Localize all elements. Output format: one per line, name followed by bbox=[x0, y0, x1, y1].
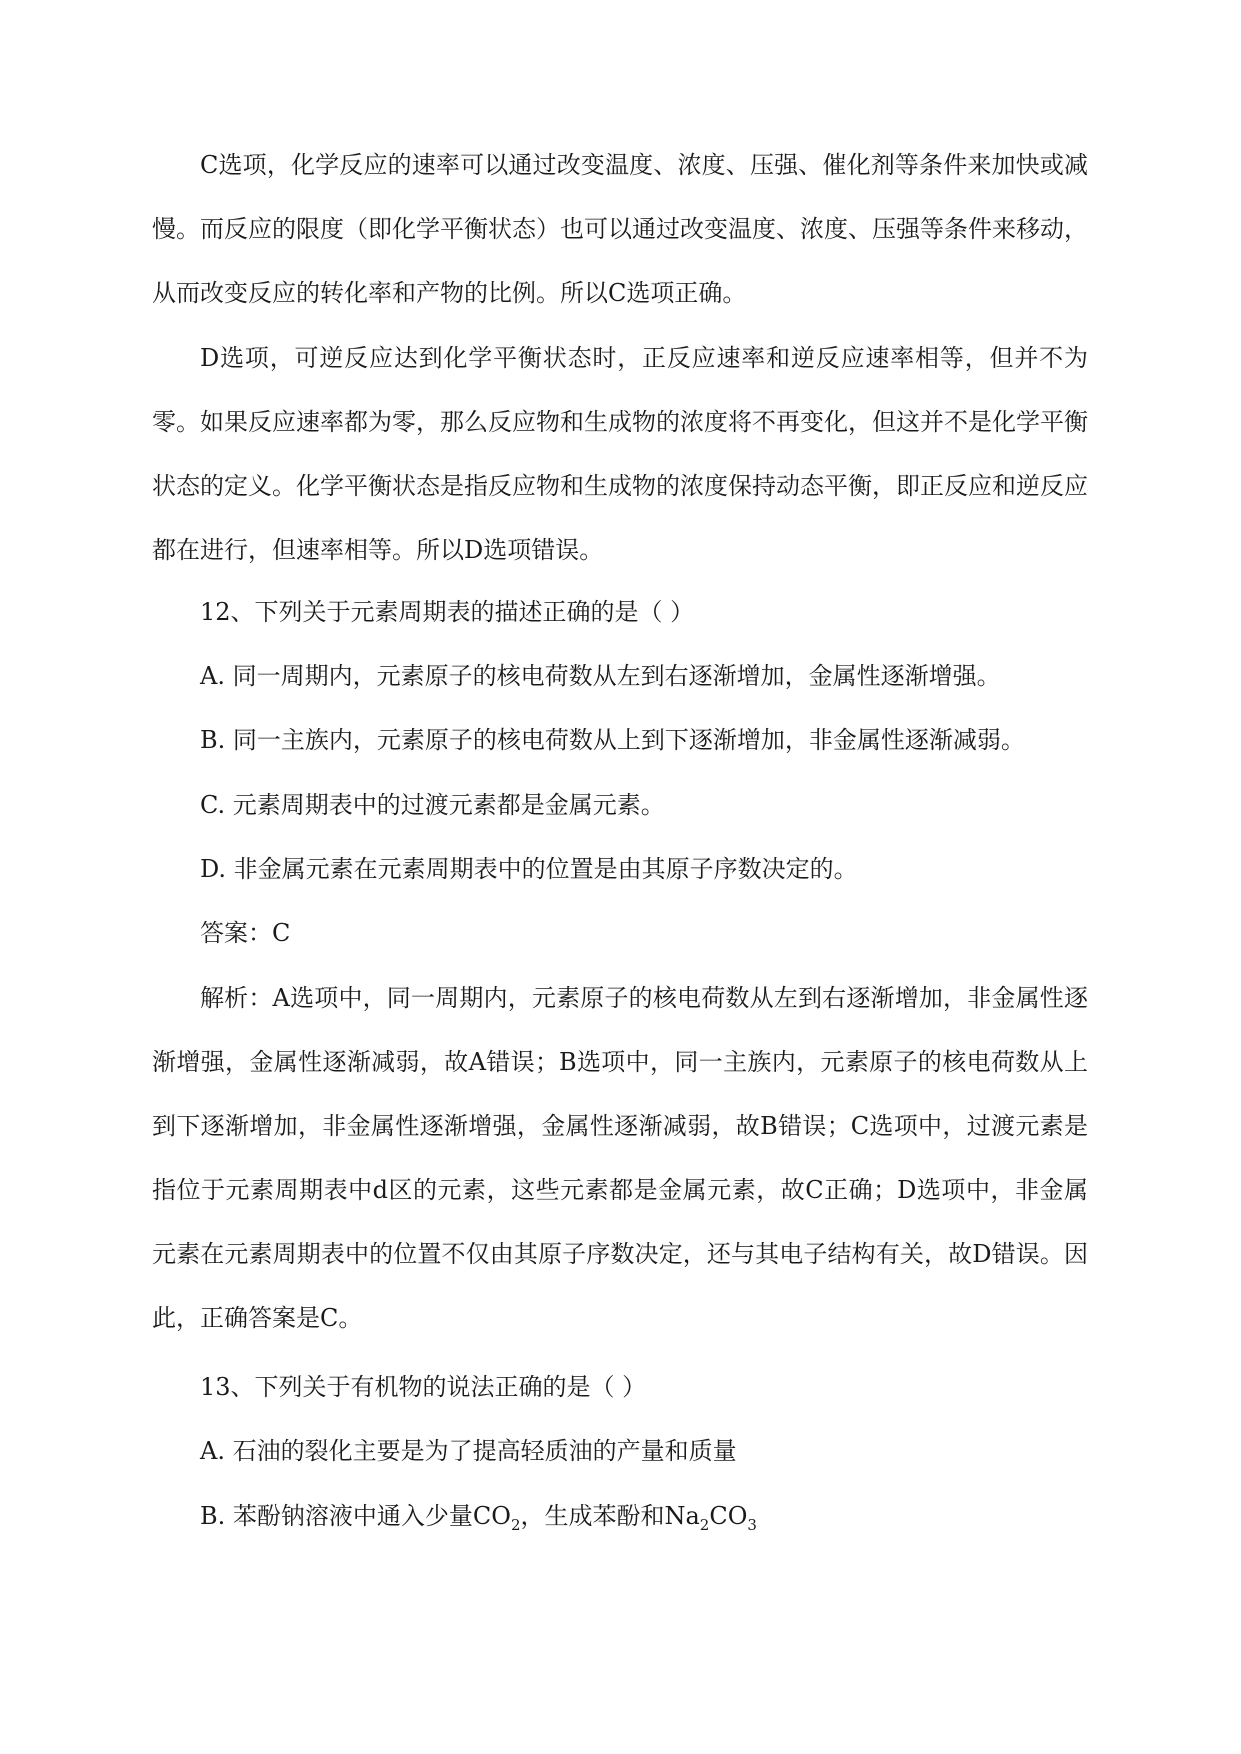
q12-option-d: D. 非金属元素在元素周期表中的位置是由其原子序数决定的。 bbox=[200, 855, 858, 883]
q12-option-a: A. 同一周期内，元素原子的核电荷数从左到右逐渐增加，金属性逐渐增强。 bbox=[200, 662, 1001, 690]
q13-option-b bbox=[200, 1484, 757, 1548]
q12-answer: 答案：C bbox=[200, 919, 291, 947]
d-option-explanation: D选项，可逆反应达到化学平衡状态时，正反应速率和逆反应速率相等，但并不为零。如果反应速率都为零，那么反应物和生成物的浓度将不再变化，但这并不是化学平衡状态的定义。化学平衡状态是指反应物和生成物的浓度保持动态平衡，即正反应和逆反应都在进行，但速率相等。所以D选项错误。 bbox=[152, 344, 1088, 564]
q13-option-b-text-2: ，生成苯酚和Na bbox=[520, 1502, 700, 1530]
q13-option-b-text-1: B. 苯酚钠溶液中通入少量CO bbox=[200, 1502, 511, 1530]
q13-option-b-subscript-3: 3 bbox=[747, 1516, 757, 1534]
q12-option-b: B. 同一主族内，元素原子的核电荷数从上到下逐渐增加，非金属性逐渐减弱。 bbox=[200, 726, 1025, 754]
q13-option-b-text-3: CO bbox=[709, 1502, 748, 1530]
q13-option-a: A. 石油的裂化主要是为了提高轻质油的产量和质量 bbox=[200, 1437, 737, 1465]
q13-stem: 13、下列关于有机物的说法正确的是（ ） bbox=[200, 1373, 647, 1401]
q12-option-c: C. 元素周期表中的过渡元素都是金属元素。 bbox=[200, 791, 665, 819]
q13-option-b-subscript-2: 2 bbox=[699, 1516, 710, 1534]
c-option-explanation: C选项，化学反应的速率可以通过改变温度、浓度、压强、催化剂等条件来加快或减慢。而反应的限度（即化学平衡状态）也可以通过改变温度、浓度、压强等条件来移动，从而改变反应的转化率和产物的比例。所以C选项正确。 bbox=[152, 151, 1088, 307]
q12-stem: 12、下列关于元素周期表的描述正确的是（ ） bbox=[200, 598, 695, 626]
q13-option-b-subscript-1: 2 bbox=[510, 1516, 521, 1534]
q12-analysis: 解析：A选项中，同一周期内，元素原子的核电荷数从左到右逐渐增加，非金属性逐渐增强，金属性逐渐减弱，故A错误；B选项中，同一主族内，元素原子的核电荷数从上到下逐渐增加，非金属性逐渐增强，金属性逐渐减弱，故B错误；C选项中，过渡元素是指位于元素周期表中d区的元素，这些元素都是金属元素，故C正确；D选项中，非金属元素在元素周期表中的位置不仅由其原子序数决定，还与其电子结构有关，故D错误。因此，正确答案是C。 bbox=[152, 984, 1088, 1332]
